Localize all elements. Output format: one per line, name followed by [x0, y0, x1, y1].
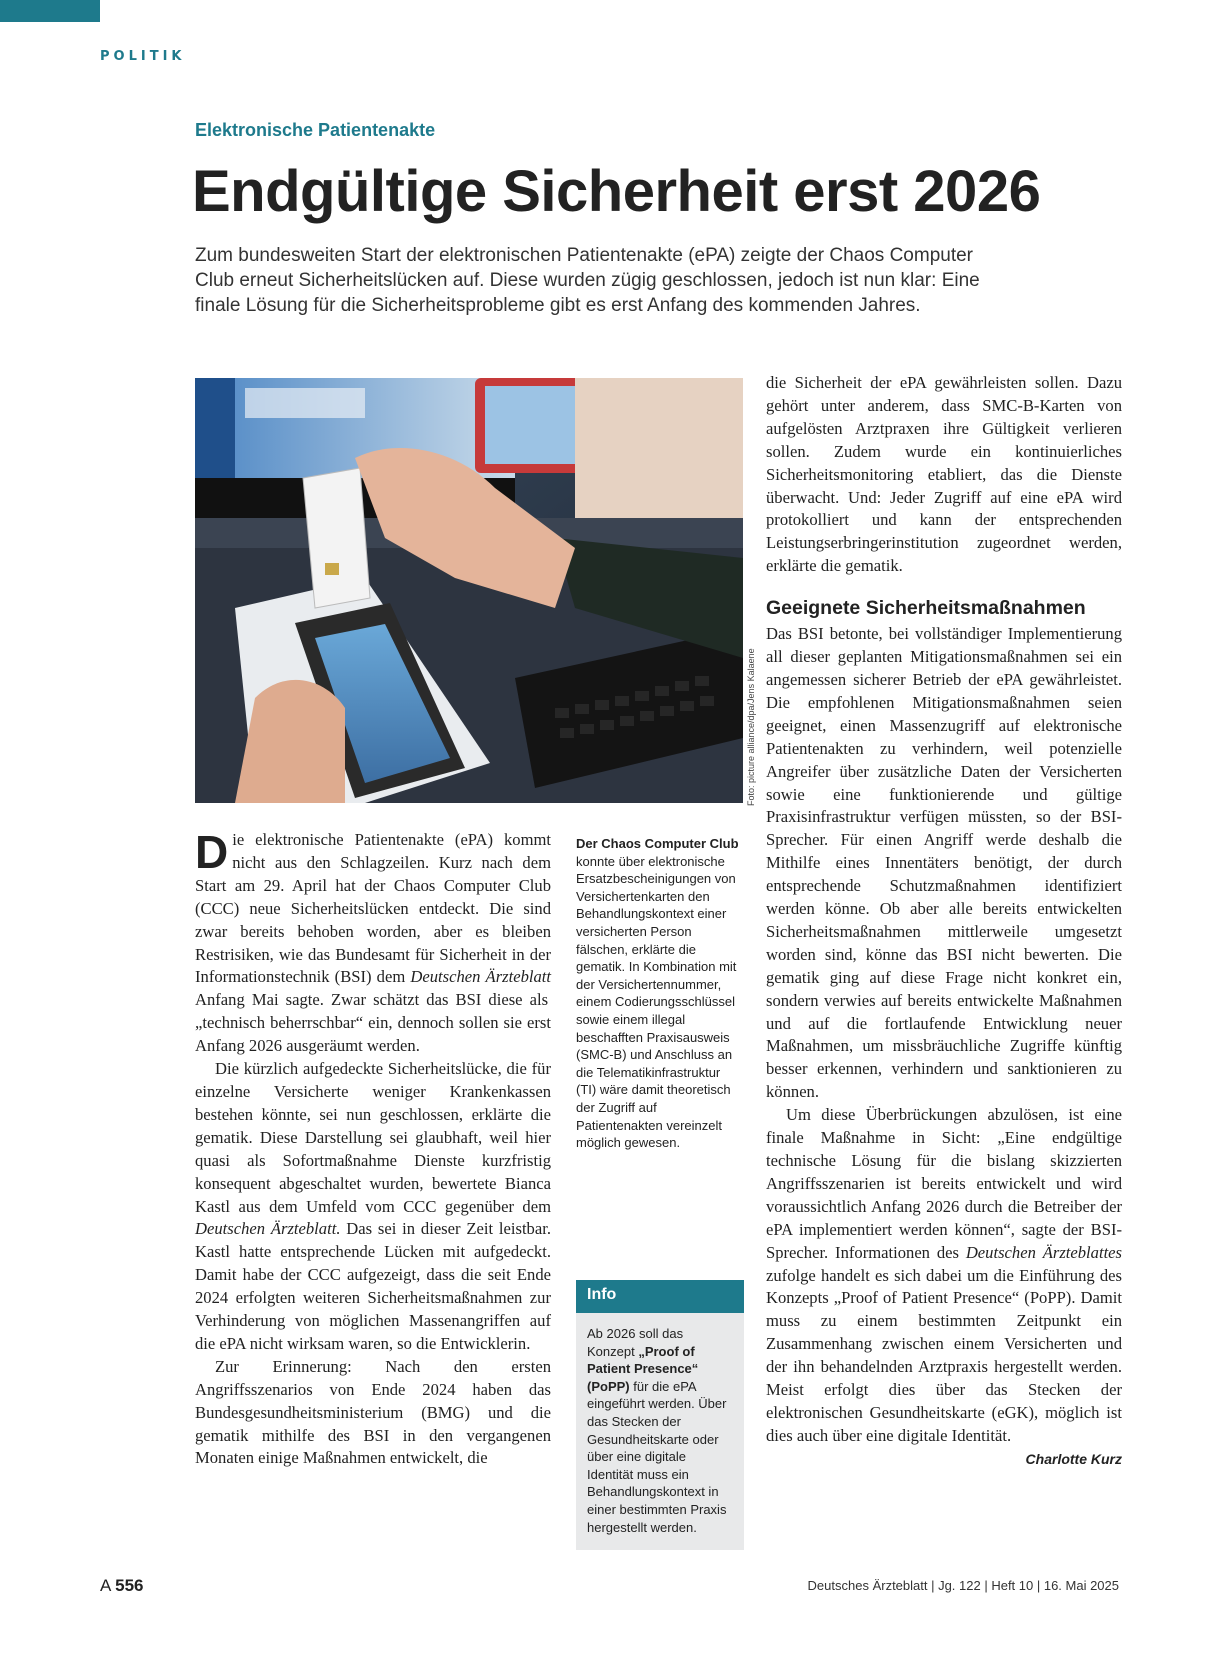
article-lead: Zum bundesweiten Start der elektronischen Patientenakte (ePA) zeigte der Chaos Computer Club erneut Sicherheitslücken auf. Diese wurden zügig geschlossen, jedoch ist nun klar: Eine finale Lösung für die Sicherheitsprobleme gibt es erst Anfang des kommenden Jahres.	[195, 245, 980, 316]
article-headline: Endgültige Sicherheit erst 2026	[192, 159, 1041, 224]
drop-cap: D	[195, 826, 229, 878]
info-box-title: Info	[576, 1280, 744, 1313]
info-box	[576, 1280, 744, 1550]
section-label: POLITIK	[100, 49, 186, 64]
top-accent-bar	[0, 0, 100, 22]
paragraph-1: Die elektronische Patientenakte (ePA) kommt nicht aus den Schlagzeilen. Kurz nach dem Start am 29. April hat der Chaos Computer Club (CCC) neue Sicherheitslücken entdeckt. Die sind zwar bereits behoben worden, aber es bleiben Restrisiken, wie das Bundesamt für Sicherheit in der Informationstechnik (BSI) dem Deutschen Ärzteblatt Anfang Mai sagte. Zwar schätzt das BSI diese als „technisch beherrschbar“ ein, dennoch sollen sie erst Anfang 2026 ausgeräumt werden.	[195, 826, 552, 1056]
article-column-1	[195, 826, 552, 1470]
publication-info: Deutsches Ärzteblatt | Jg. 122 | Heft 10 | 16. Mai 2025	[807, 1578, 1119, 1593]
sidebar-lead-in: Der Chaos Computer Club	[576, 836, 739, 851]
author-name: Charlotte Kurz	[1025, 1450, 1122, 1467]
sidebar-note	[576, 835, 744, 1152]
info-box-body: Ab 2026 soll das Konzept „Proof of Patient Presence“ (PoPP) für die ePA eingeführt werden. Über das Stecken der Gesundheitskarte oder über eine digitale Identität muss ein Behandlungskontext in einer bestimmten Praxis hergestellt werden.	[576, 1313, 744, 1550]
paragraph-4: die Sicherheit der ePA gewährleisten sollen. Dazu gehört unter anderem, dass SMC-B-Karten von aufgelösten Arztpraxen ihre Gültigkeit verlieren sollen. Zudem wurde ein kontinuierliches Sicherheitsmonitoring etabliert, das die Dienste überwacht. Und: Jeder Zugriff auf eine ePA wird protokolliert und kann der entsprechenden Leistungserbringerinstitution zugeordnet werden, erklärte die gematik.	[766, 373, 1122, 576]
article-photo	[195, 378, 743, 803]
photo-credit: Foto: picture alliance/dpa/Jens Kalaene	[746, 648, 756, 806]
article-column-3	[766, 372, 1122, 1471]
paragraph-6: Um diese Überbrückungen abzulösen, ist eine finale Maßnahme in Sicht: „Eine endgültige technische Lösung für die bislang skizzierten Angriffsszenarien ist bereits entwickelt und wird voraussichtlich Anfang 2026 durch die Betreiber der ePA implementiert werden können“, sagte der BSI-Sprecher. Informationen des Deutschen Ärzteblattes zufolge handelt es sich dabei um die Einführung des Konzepts „Proof of Patient Presence“ (PoPP). Damit muss zu einem bestimmten Zeitpunkt ein Zusammenhang zwischen einem Versicherten und der ihn behandelnden Arztpraxis hergestellt werden. Meist erfolgt dies über das Stecken der elektronischen Gesundheitskarte (eGK), möglich ist dies auch über eine digitale Identität. Charlotte Kurz	[766, 1104, 1122, 1448]
paragraph-5: Das BSI betonte, bei vollständiger Implementierung all dieser geplanten Mitigationsmaßnahmen sei ein angemessen sicherer Betrieb der ePA gewährleistet. Die empfohlenen Mitigationsmaßnahmen seien geeignet, einen Massenzugriff auf elektronische Patientenakten zu verhindern, weil potenzielle Angreifer über zusätzliche Daten der Versicherten sowie eine funktionierende und gültige Praxisinfrastruktur verfügen müssten, so der BSI-Sprecher. Für einen Angriff werde deshalb die Mithilfe eines Innentäters benötigt, der durch entsprechende Schutzmaßnahmen identifiziert werden könne. Ob aber alle bereits entwickelten Sicherheitsmaßnahmen mittlerweile umgesetzt worden sind, könne das BSI nicht bewerten. Die gematik ging auf diese Frage nicht konkret ein, sondern verwies auf bereits entwickelte Maßnahmen und auf die fortlaufende Entwicklung neuer Maßnahmen, um missbräuchliche Zugriffe künftig besser erkennen, verhindern und sanktionieren zu können.	[766, 624, 1122, 1102]
paragraph-3: Zur Erinnerung: Nach den ersten Angriffsszenarios von Ende 2024 haben das Bundesgesundheitsministerium (BMG) und die gematik mithilfe des BSI in den vergangenen Monaten einige Maßnahmen entwickelt, die	[195, 1356, 551, 1468]
paragraph-2: Die kürzlich aufgedeckte Sicherheitslücke, die für einzelne Versicherte weniger Krankenkassen bestehen könnte, sei nun geschlossen, erklärte die gematik. Diese Darstellung sei glaubhaft, weil hier quasi als Sofortmaßnahme Dienste kurzfristig konsequent abgeschaltet wurden, bewertete Bianca Kastl aus dem Umfeld vom CCC gegenüber dem Deutschen Ärzteblatt. Das sei in dieser Zeit leistbar. Kastl hatte entsprechende Lücken mit aufgedeckt. Damit habe der CCC aufgezeigt, dass die seit Ende 2024 erfolgten weiteren Sicherheitsmaßnahmen zur Verhinderung von möglichen Massenangriffen auf die ePA nicht wirksam waren, so die Entwicklerin.	[195, 1059, 551, 1353]
sidebar-text: konnte über elektronische Ersatzbescheinigungen von Versichertenkarten den Behandlungskontext einer versicherten Person fälschen, erklärte die gematik. In Kombination mit der Versichertennummer, einem Codierungsschlüssel sowie einem illegal beschafften Praxisausweis (SMC-B) und Anschluss an die Telematikinfrastruktur (TI) wäre damit theoretisch der Zugriff auf Patientenakten vereinzelt möglich gewesen.	[576, 853, 737, 1151]
page-number: A 556	[100, 1576, 144, 1595]
article-kicker: Elektronische Patientenakte	[195, 120, 436, 140]
article-subhead: Geeignete Sicherheitsmaßnahmen	[766, 597, 1086, 620]
